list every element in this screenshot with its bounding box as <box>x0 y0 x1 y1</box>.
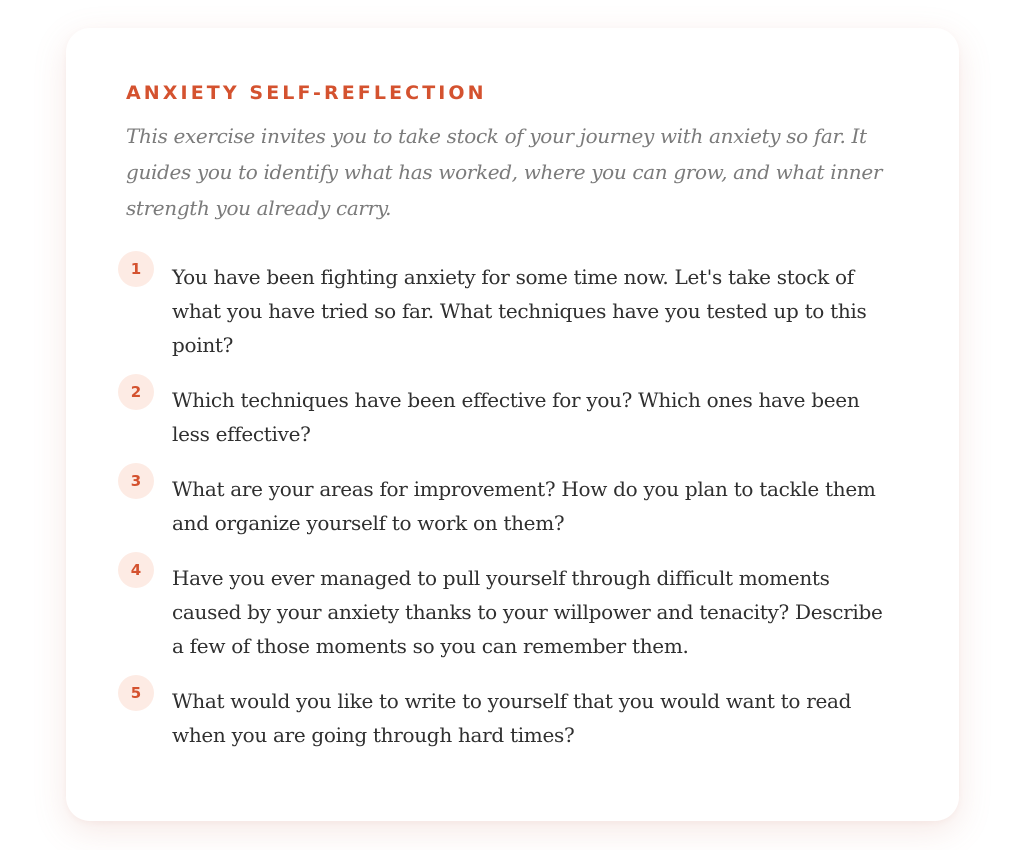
card-intro: This exercise invites you to take stock of your journey with anxiety so far. It guides you to identify what has worked, where you can grow, and what inner strength you already carry. <box>126 124 883 220</box>
card-title: ANXIETY SELF-REFLECTION <box>126 82 487 104</box>
question-text: What would you like to write to yourself that you would want to read when you are going through hard times? <box>172 689 852 747</box>
reflection-card <box>66 28 959 821</box>
question-number-badge: 3 <box>118 463 154 499</box>
question-text: You have been fighting anxiety for some time now. Let's take stock of what you have tried so far. What techniques have you tested up to this point? <box>172 265 867 357</box>
question-item-3 <box>126 473 901 540</box>
question-item-4 <box>126 562 901 663</box>
question-number-badge: 2 <box>118 374 154 410</box>
question-number-badge: 1 <box>118 251 154 287</box>
question-item-2 <box>126 384 901 451</box>
question-item-5 <box>126 685 901 752</box>
question-text: Which techniques have been effective for you? Which ones have been less effective? <box>172 388 860 446</box>
question-text: Have you ever managed to pull yourself through difficult moments caused by your anxiety thanks to your willpower and tenacity? Describe a few of those moments so you can remember them. <box>172 566 883 658</box>
question-text: What are your areas for improvement? How do you plan to tackle them and organize yourself to work on them? <box>172 477 876 535</box>
question-number-badge: 5 <box>118 675 154 711</box>
question-number-badge: 4 <box>118 552 154 588</box>
question-item-1 <box>126 261 901 362</box>
question-list <box>126 261 901 752</box>
